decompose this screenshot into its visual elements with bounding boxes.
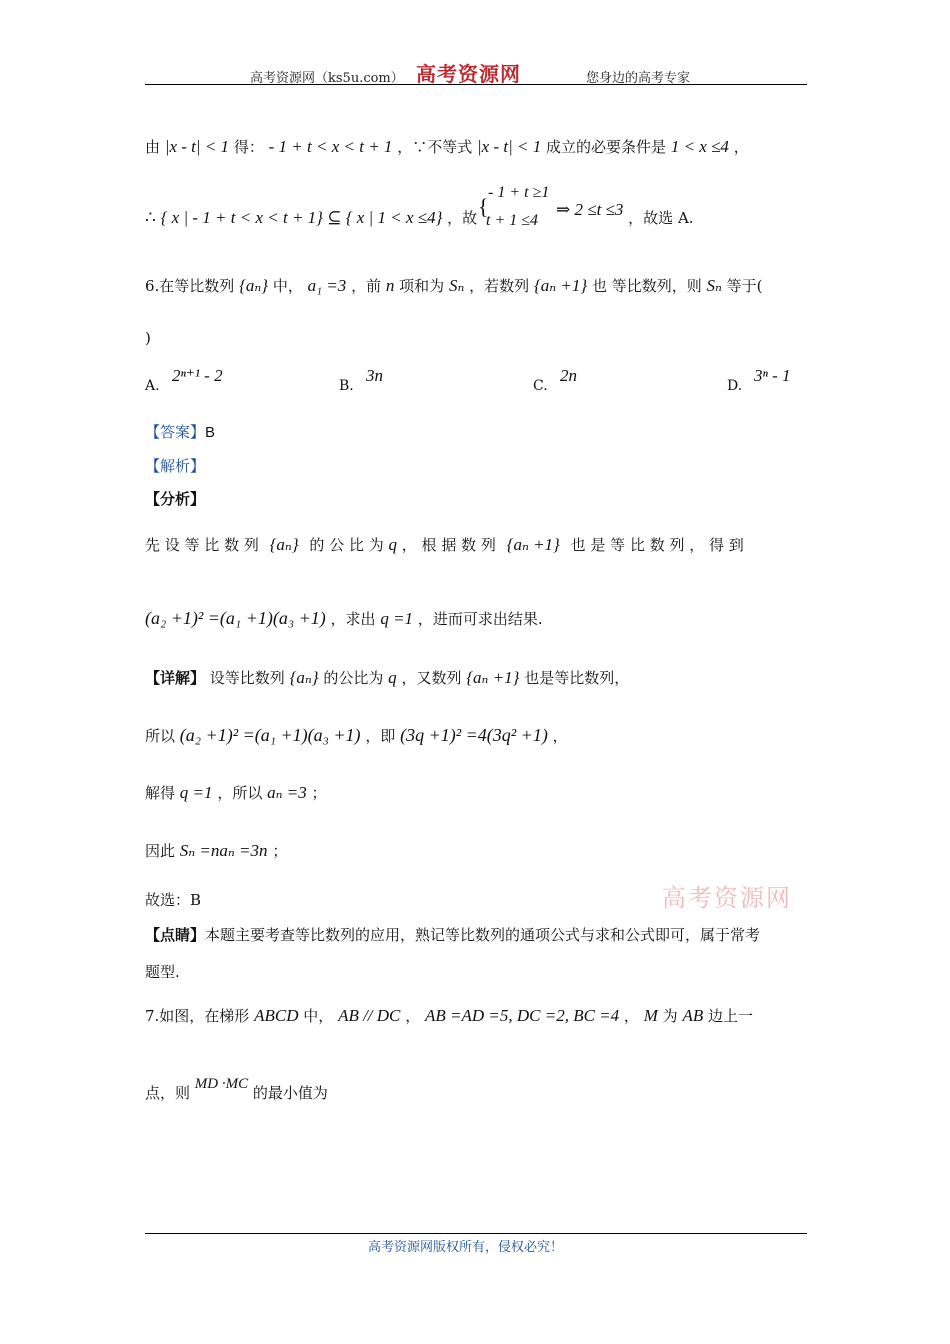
line2-tail (556, 200, 694, 227)
header-rule (145, 84, 807, 85)
q6-close: ) (145, 329, 151, 347)
text: 等于( (726, 277, 763, 295)
q7-line1 (145, 1006, 753, 1026)
text: 的 公 比 为 (309, 536, 384, 554)
text: 也 是 等 比 数 列 ， 得 到 (570, 536, 744, 554)
text: 的最小值为 (252, 1084, 328, 1102)
text: 本题主要考查等比数列的应用，熟记等比数列的通项公式与求和公式即可，属于常考 (205, 926, 761, 944)
text: ， (405, 1007, 421, 1025)
math-sn-result: Sₙ =naₙ =3n (179, 841, 268, 860)
detail-line2 (145, 725, 568, 746)
text: 由 (145, 138, 161, 156)
dianjing-line1 (145, 925, 760, 945)
math-q1: q =1 (179, 783, 213, 802)
text: ，又数列 (401, 669, 462, 687)
fenxi-tag: 【分析】 (145, 490, 206, 508)
footer-rule (145, 1233, 807, 1234)
system-top: - 1 + t ≥1 (488, 184, 550, 201)
text: ， (623, 1007, 639, 1025)
option-d-expr: 3ⁿ - 1 (754, 366, 791, 385)
text: 所以 (145, 727, 176, 745)
math-seq-plus1: {aₙ +1} (466, 668, 520, 687)
text: 中， (303, 1007, 334, 1025)
text: ，即 (365, 727, 396, 745)
text: 项和为 (399, 277, 445, 295)
header-logo: 高考资源网 (416, 62, 521, 86)
math-sn: Sₙ (706, 276, 722, 295)
math-m: M (643, 1006, 658, 1025)
analysis-tag: 【解析】 (145, 457, 206, 475)
text: ，前 (351, 277, 382, 295)
fenxi-line1 (145, 535, 807, 555)
answer-line (145, 422, 215, 443)
text: 为 (662, 1007, 678, 1025)
header-right: 您身边的高考专家 (586, 71, 691, 86)
choose-line: 故选：B (145, 891, 202, 909)
text: 6.在等比数列 (145, 277, 235, 295)
watermark: 高考资源网 (662, 884, 792, 912)
therefore-symbol: ∴ (145, 208, 156, 227)
math-sn: Sₙ (448, 276, 465, 295)
text: ，若数列 (469, 277, 530, 295)
math-seq-plus1: {aₙ +1} (506, 535, 560, 554)
math-q: q (388, 668, 397, 687)
math-seq: {aₙ} (269, 535, 299, 554)
option-b-label: B. (339, 378, 354, 394)
line1 (145, 137, 749, 157)
option-a-label: A. (145, 378, 160, 394)
option-d-label: D. (727, 378, 743, 394)
math-abs-ineq: |x - t| < 1 (477, 137, 542, 156)
math-abcd: ABCD (254, 1006, 299, 1025)
option-c-label: C. (533, 378, 548, 394)
math-seq-plus1: {aₙ +1} (533, 276, 588, 295)
text: 先 设 等 比 数 列 (145, 536, 259, 554)
text: 设等比数列 (209, 669, 285, 687)
math-dot-product: MD ·MC (194, 1076, 249, 1092)
text: ， 根 据 数 列 (401, 536, 496, 554)
math-subset: { x | - 1 + t < x < t + 1} ⊆ { x | 1 < x ≤4} (160, 208, 443, 227)
math-eq2: (3q +1)² =4(3q² +1) (400, 725, 548, 745)
text: 得： (233, 138, 264, 156)
math-interval: - 1 + t < x < t + 1 (268, 137, 393, 156)
text: 7.如图，在梯形 (145, 1007, 250, 1025)
text: ，∵不等式 (397, 138, 473, 156)
math-ab: AB (682, 1006, 704, 1025)
header-left: 高考资源网（ks5u.com） (250, 71, 404, 86)
fenxi-line2 (145, 608, 543, 629)
text: 因此 (145, 842, 176, 860)
option-c-expr: 2n (560, 366, 577, 385)
text: ， (552, 727, 568, 745)
text: ，求出 (330, 610, 376, 628)
answer-tag: 【答案】 (145, 423, 206, 441)
math-lengths: AB =AD =5, DC =2, BC =4 (424, 1006, 620, 1025)
option-a-expr: 2ⁿ⁺¹ - 2 (172, 366, 223, 385)
text: 解得 (145, 784, 176, 802)
system-brace: { (478, 194, 489, 219)
answer-value: B (205, 424, 216, 441)
text: ，进而可求出结果. (417, 610, 543, 628)
q7-line2 (145, 1076, 328, 1104)
math-a1: a₁ =3 (307, 276, 347, 295)
detail-line4 (145, 841, 287, 861)
footer-text: 高考资源网版权所有，侵权必究！ (368, 1240, 564, 1255)
text: 也 等比数列，则 (591, 277, 702, 295)
q6-stem (145, 276, 763, 296)
dianjing-tag: 【点睛】 (145, 926, 206, 944)
text: ，故选 A. (628, 209, 694, 227)
text: 边上一 (708, 1007, 754, 1025)
text: ，所以 (217, 784, 263, 802)
text: 中， (272, 277, 303, 295)
math-an: aₙ =3 (267, 783, 307, 802)
math-q-equals-1: q =1 (380, 609, 414, 628)
dianjing-line2: 题型. (145, 963, 180, 981)
option-b-expr: 3n (366, 366, 383, 385)
math-q: q (388, 535, 397, 554)
text: 的公比为 (323, 669, 384, 687)
math-parallel: AB // DC (338, 1006, 401, 1025)
detail-line3 (145, 783, 327, 803)
line2 (145, 208, 477, 228)
text: ，故 (447, 209, 478, 227)
text: 点，则 (145, 1084, 191, 1102)
detail-line1 (145, 668, 629, 688)
text: ； (272, 842, 288, 860)
system-bottom: t + 1 ≤4 (486, 212, 539, 229)
math-implies: ⇒ 2 ≤t ≤3 (556, 200, 624, 219)
text: ， (733, 138, 749, 156)
math-geometric-mean: (a₂ +1)² =(a₁ +1)(a₃ +1) (145, 608, 326, 628)
math-abs-ineq: |x - t| < 1 (164, 137, 230, 156)
math-seq: {aₙ} (289, 668, 319, 687)
math-eq1: (a₂ +1)² =(a₁ +1)(a₃ +1) (179, 725, 361, 745)
text: 成立的必要条件是 (546, 138, 667, 156)
math-condition: 1 < x ≤4 (670, 137, 729, 156)
text: ； (311, 784, 327, 802)
math-seq: {aₙ} (239, 276, 269, 295)
detail-tag: 【详解】 (145, 669, 206, 687)
text: 也是等比数列， (524, 669, 630, 687)
math-n: n (385, 276, 395, 295)
